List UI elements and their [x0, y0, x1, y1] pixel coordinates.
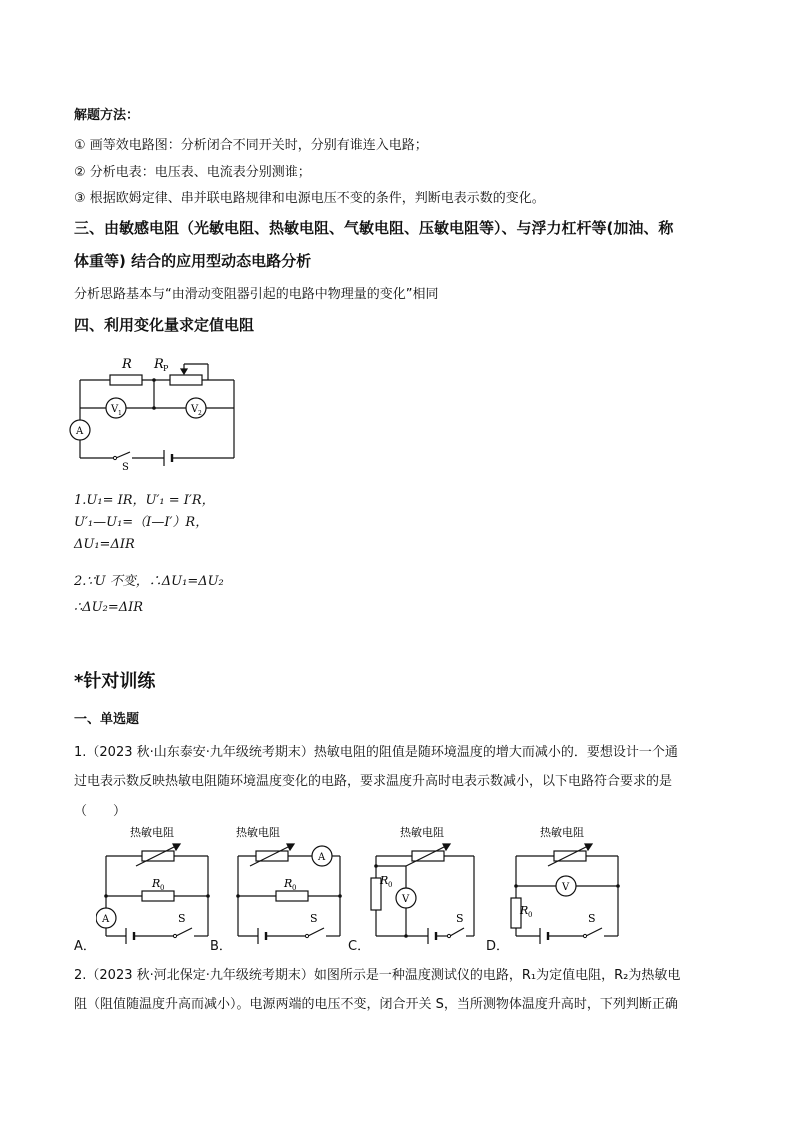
section3-heading-line1: 三、由敏感电阻（光敏电阻、热敏电阻、气敏电阻、压敏电阻等）、与浮力杠杆等(加油、称 — [74, 219, 674, 237]
option-d-label: 热敏电阻 — [540, 826, 584, 839]
option-b-r0-sub: 0 — [292, 884, 297, 892]
option-c-label: 热敏电阻 — [400, 826, 444, 839]
section3-body: 分析思路基本与“由滑动变阻器引起的电路中物理量的变化”相同 — [74, 287, 439, 302]
option-d-letter: D． — [486, 939, 510, 954]
label-ammeter: A — [76, 426, 84, 437]
option-c-circuit — [366, 822, 482, 946]
option-d-switch: S — [588, 912, 596, 925]
option-d-r0: R — [520, 904, 529, 917]
option-c-letter: C． — [348, 939, 371, 954]
option-a-switch: S — [178, 912, 186, 925]
option-b-switch: S — [310, 912, 318, 925]
label-rp-sub: P — [163, 364, 169, 373]
option-a-letter: A． — [74, 939, 96, 954]
q1-line2: 过电表示数反映热敏电阻随环境温度变化的电路，要求温度升高时电表示数减小，以下电路符合要求的是 — [74, 774, 673, 789]
option-c-r0: R — [380, 874, 389, 887]
training-title: *针对训练 — [74, 671, 156, 692]
formula-4: 2.∵U 不变，∴ΔU₁=ΔU₂ — [74, 574, 224, 589]
section3-heading-line2: 体重等) 结合的应用型动态电路分析 — [74, 252, 312, 270]
section4-heading: 四、利用变化量求定值电阻 — [74, 316, 255, 334]
option-a-meter: A — [102, 914, 110, 925]
q1-blank: （ ） — [74, 804, 127, 819]
rheostat-rp — [170, 375, 202, 385]
formula-1: 1.U₁= IR，U′₁ = I′R， — [74, 493, 215, 508]
option-c-r0-sub: 0 — [388, 881, 393, 889]
method-step-2: ② 分析电表：电压表、电流表分别测谁； — [74, 165, 311, 180]
option-a-r0-sub: 0 — [160, 884, 165, 892]
option-b-r0: R — [284, 877, 293, 890]
option-a-r0: R — [152, 877, 161, 890]
option-d-r0-sub: 0 — [528, 911, 533, 919]
label-v2: V — [191, 404, 199, 415]
option-b-circuit — [230, 822, 346, 946]
resistor-r — [110, 375, 142, 385]
label-rp: R — [154, 357, 164, 372]
option-a-circuit — [96, 822, 212, 946]
method-step-1: ① 画等效电路图：分析闭合不同开关时，分别有谁连入电路； — [74, 138, 428, 153]
formula-2: U′₁—U₁=（I—I′）R， — [74, 515, 209, 530]
option-b-meter: A — [318, 852, 326, 863]
label-switch: S — [122, 462, 129, 473]
label-v2-sub: 2 — [198, 410, 202, 417]
q1-line1: 1.（2023 秋·山东泰安·九年级统考期末）热敏电阻的阻值是随环境温度的增大而减小的．要想设计一个通 — [74, 745, 678, 760]
method-title: 解题方法： — [74, 108, 140, 123]
label-v1: V — [111, 404, 119, 415]
method-step-3: ③ 根据欧姆定律、串并联电路规律和电源电压不变的条件，判断电表示数的变化。 — [74, 191, 545, 206]
option-a-label: 热敏电阻 — [130, 826, 174, 839]
q2-line1: 2.（2023 秋·河北保定·九年级统考期末）如图所示是一种温度测试仪的电路，R₁为定值电阻，R₂为热敏电 — [74, 968, 681, 983]
option-c-meter: V — [402, 894, 410, 905]
formula-5: ∴ΔU₂=ΔIR — [74, 600, 144, 615]
label-r: R — [122, 357, 132, 372]
training-subsection: 一、单选题 — [74, 712, 140, 727]
section4-circuit-diagram — [66, 350, 246, 475]
label-v1-sub: 1 — [118, 410, 122, 417]
option-b-label: 热敏电阻 — [236, 826, 280, 839]
option-d-circuit — [506, 822, 626, 946]
option-b-letter: B． — [210, 939, 232, 954]
q2-line2: 阻（阻值随温度升高而减小）。电源两端的电压不变，闭合开关 S，当所测物体温度升高时，下列判断正确 — [74, 997, 678, 1012]
option-c-switch: S — [456, 912, 464, 925]
formula-3: ΔU₁=ΔIR — [74, 537, 135, 552]
option-d-meter: V — [562, 882, 570, 893]
